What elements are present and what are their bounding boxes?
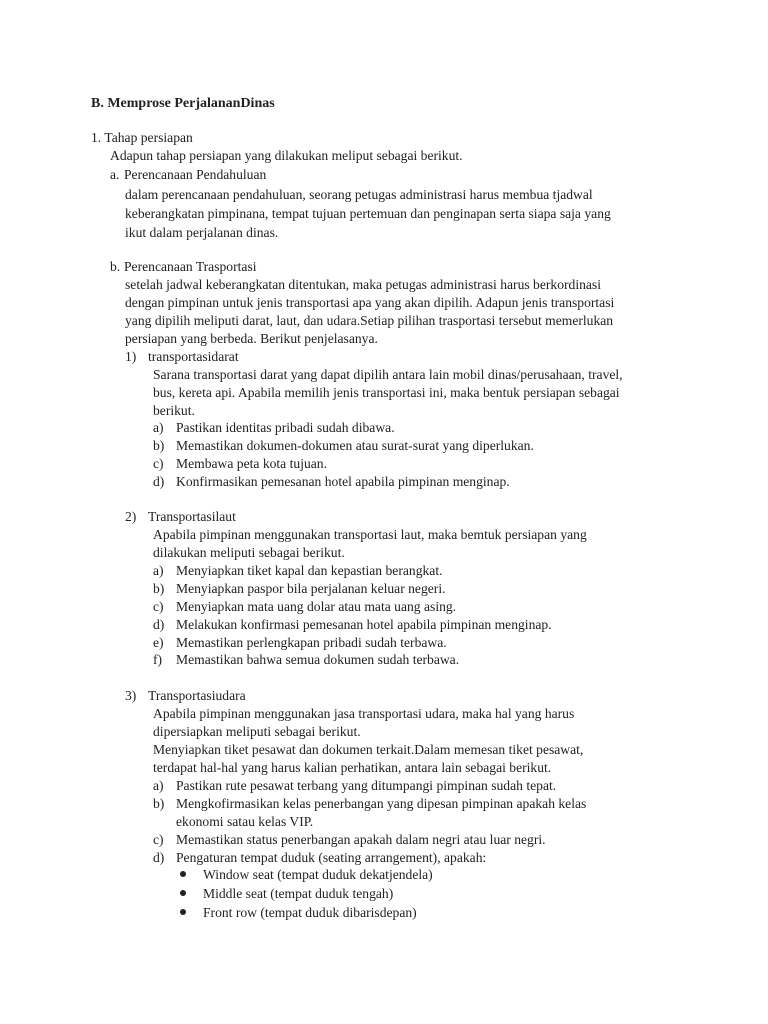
list-marker: a) [153,778,164,793]
list-marker: b) [153,796,165,811]
list-marker: f) [153,652,163,667]
transport-3-number: 3) [125,688,137,703]
transport-1-line: Sarana transportasi darat yang dapat dipilih antara lain mobil dinas/perusahaan, travel, [153,367,623,382]
sub-a-line: dalam perencanaan pendahuluan, seorang petugas administrasi harus membua tjadwal [125,187,593,202]
transport-3-line: dipersiapkan meliputi sebagai berikut. [153,724,361,739]
list-item: Melakukan konfirmasi pemesanan hotel apabila pimpinan menginap. [176,617,552,632]
list-marker: c) [153,599,164,614]
transport-3-line: Apabila pimpinan menggunakan jasa transportasi udara, maka hal yang harus [153,706,575,721]
list-marker: c) [153,832,164,847]
bullet-item: Front row (tempat duduk dibarisdepan) [203,905,417,920]
list-item: Pastikan rute pesawat terbang yang ditumpangi pimpinan sudah tepat. [176,778,557,793]
sub-a-marker: a. [110,167,120,182]
list-marker: a) [153,420,164,435]
list-item: Memastikan bahwa semua dokumen sudah terbawa. [176,652,460,667]
list-item: Menyiapkan tiket kapal dan kepastian berangkat. [176,563,443,578]
list-item: Menyiapkan paspor bila perjalanan keluar negeri. [176,581,446,596]
list-item: Memastikan dokumen-dokumen atau surat-surat yang diperlukan. [176,438,534,453]
transport-1-line: bus, kereta api. Apabila memilih jenis transportasi ini, maka bentuk persiapan sebagai [153,385,620,400]
list-marker: d) [153,474,165,489]
list-marker: c) [153,456,164,471]
list-item: Memastikan perlengkapan pribadi sudah terbawa. [176,635,447,650]
sub-b-line: yang dipilih meliputi darat, laut, dan udara.Setiap pilihan trasportasi tersebut memerlukan [125,313,614,328]
sub-b-title: Perencanaan Trasportasi [124,259,257,274]
sub-a-line: ikut dalam perjalanan dinas. [125,225,279,240]
transport-1-number: 1) [125,349,137,364]
transport-2-title: Transportasilaut [148,509,236,524]
list-marker: d) [153,850,165,865]
transport-3-line: terdapat hal-hal yang harus kalian perhatikan, antara lain sebagai berikut. [153,760,552,775]
transport-2-line: dilakukan meliputi sebagai berikut. [153,545,345,560]
bullet-dot-icon [180,909,186,915]
list-marker: a) [153,563,164,578]
list-marker: b) [153,438,165,453]
sub-b-line: setelah jadwal keberangkatan ditentukan, maka petugas administrasi harus berkordinasi [125,277,602,292]
transport-3-line: Menyiapkan tiket pesawat dan dokumen terkait.Dalam memesan tiket pesawat, [153,742,584,757]
stage-intro: Adapun tahap persiapan yang dilakukan meliput sebagai berikut. [110,148,463,163]
stage-title: 1. Tahap persiapan [91,130,193,145]
list-item: Pengaturan tempat duduk (seating arrangement), apakah: [176,850,487,865]
list-item: Pastikan identitas pribadi sudah dibawa. [176,420,395,435]
sub-a-title: Perencanaan Pendahuluan [124,167,267,182]
bullet-dot-icon [180,871,186,877]
list-marker: d) [153,617,165,632]
bullet-item: Window seat (tempat duduk dekatjendela) [203,867,433,882]
list-item: Membawa peta kota tujuan. [176,456,327,471]
sub-b-line: dengan pimpinan untuk jenis transportasi apa yang akan dipilih. Adapun jenis transportasi [125,295,615,310]
transport-1-line: berikut. [153,403,195,418]
bullet-dot-icon [180,890,186,896]
transport-2-number: 2) [125,509,137,524]
sub-b-line: persiapan yang berbeda. Berikut penjelasanya. [125,331,378,346]
list-marker: b) [153,581,165,596]
list-marker: e) [153,635,164,650]
transport-1-title: transportasidarat [148,349,239,364]
list-item: Mengkofirmasikan kelas penerbangan yang dipesan pimpinan apakah kelas [176,796,587,811]
list-item: Memastikan status penerbangan apakah dalam negri atau luar negri. [176,832,546,847]
list-item: Menyiapkan mata uang dolar atau mata uang asing. [176,599,457,614]
list-item-continuation: ekonomi satau kelas VIP. [176,814,314,829]
sub-a-line: keberangkatan pimpinana, tempat tujuan pertemuan dan penginapan serta siapa saja yang [125,206,611,221]
transport-3-title: Transportasiudara [148,688,246,703]
sub-b-marker: b. [110,259,121,274]
bullet-item: Middle seat (tempat duduk tengah) [203,886,394,901]
list-item: Konfirmasikan pemesanan hotel apabila pimpinan menginap. [176,474,510,489]
transport-2-line: Apabila pimpinan menggunakan transportasi laut, maka bemtuk persiapan yang [153,527,587,542]
section-heading: B. Memprose PerjalananDinas [91,96,275,111]
